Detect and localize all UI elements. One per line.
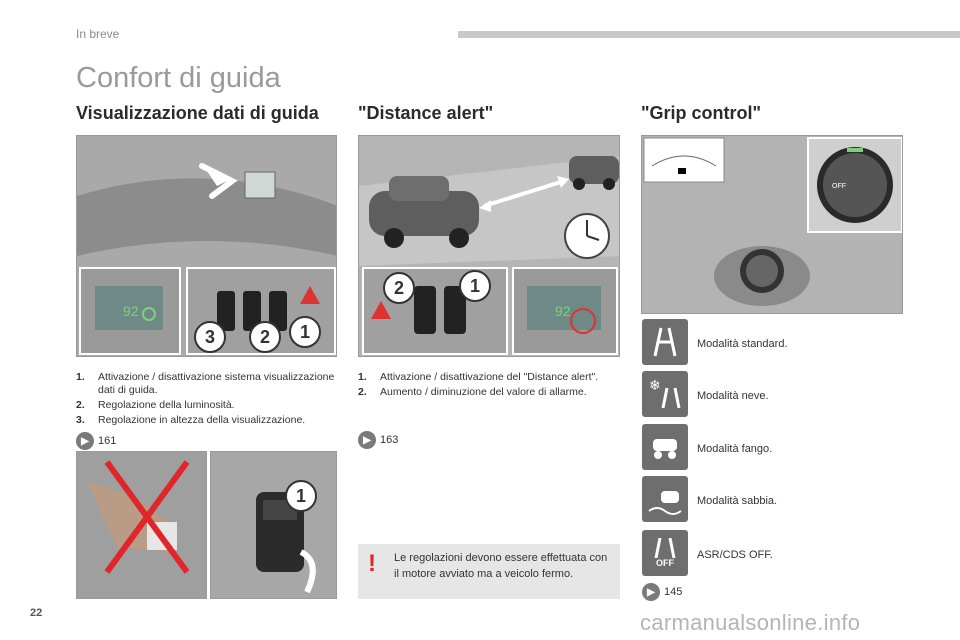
distance-photo: [358, 135, 620, 357]
knob-off-label: OFF: [832, 183, 846, 190]
asr-off-text: OFF: [656, 558, 674, 568]
note-text: Le regolazioni devono essere effettuata con il motore avviato ma a veicolo fermo.: [394, 552, 608, 580]
distance-instructions: [358, 371, 620, 401]
header-divider: [458, 31, 960, 38]
page-number: 22: [30, 607, 43, 619]
snow-mode-icon: [642, 371, 688, 417]
callout-1: 1: [285, 480, 317, 512]
page-link-icon: ▶: [642, 583, 660, 601]
mode-label: Modalità standard.: [697, 338, 788, 350]
list-item: 1. Attivazione / disattivazione del "Distance alert".: [358, 371, 599, 383]
mode-label: Modalità neve.: [697, 390, 769, 402]
list-item: 3. Regolazione in altezza della visualizzazione.: [76, 414, 306, 426]
clock-icon: [565, 214, 609, 258]
callout-2: 2: [383, 272, 415, 304]
warning-icon: !: [368, 550, 376, 577]
grip-photo: [641, 135, 903, 314]
watermark: carmanualsonline.info: [640, 610, 861, 635]
asr-off-icon: [642, 530, 688, 576]
grip-section-title: "Grip control": [641, 103, 762, 123]
section-label: In breve: [76, 27, 120, 41]
callout-2: 2: [249, 321, 281, 353]
page-reference[interactable]: ▶ 161: [76, 432, 116, 450]
distance-section-title: "Distance alert": [358, 103, 494, 123]
list-item: 2. Aumento / diminuzione del valore di allarme.: [358, 386, 587, 398]
page-title: Confort di guida: [76, 62, 281, 94]
list-item: 2. Regolazione della luminosità.: [76, 399, 235, 411]
warning-note: [358, 544, 620, 599]
mode-label: ASR/CDS OFF.: [697, 549, 773, 561]
mode-label: Modalità fango.: [697, 443, 773, 455]
list-item: 1. Attivazione / disattivazione sistema visualizzazione dati di guida.: [76, 371, 335, 396]
hud-speed: 92: [123, 303, 139, 319]
button-press-photo: [210, 451, 337, 599]
page-link-icon: ▶: [358, 431, 376, 449]
sand-mode-icon: [642, 476, 688, 522]
callout-1: 1: [289, 316, 321, 348]
display-section-title: Visualizzazione dati di guida: [76, 103, 319, 123]
callout-1: 1: [459, 270, 491, 302]
display-instructions: [76, 371, 338, 429]
callout-3: 3: [194, 321, 226, 353]
page-link-icon: ▶: [76, 432, 94, 450]
standard-mode-icon: [642, 319, 688, 365]
page-reference[interactable]: ▶ 145: [642, 583, 682, 601]
page-reference[interactable]: ▶ 163: [358, 431, 398, 449]
manual-adjust-photo: [76, 451, 207, 599]
svg-text:❄: ❄: [649, 378, 661, 394]
mud-mode-icon: [642, 424, 688, 470]
hud-distance: 92: [555, 303, 571, 319]
display-photo: [76, 135, 337, 357]
mode-label: Modalità sabbia.: [697, 495, 778, 507]
